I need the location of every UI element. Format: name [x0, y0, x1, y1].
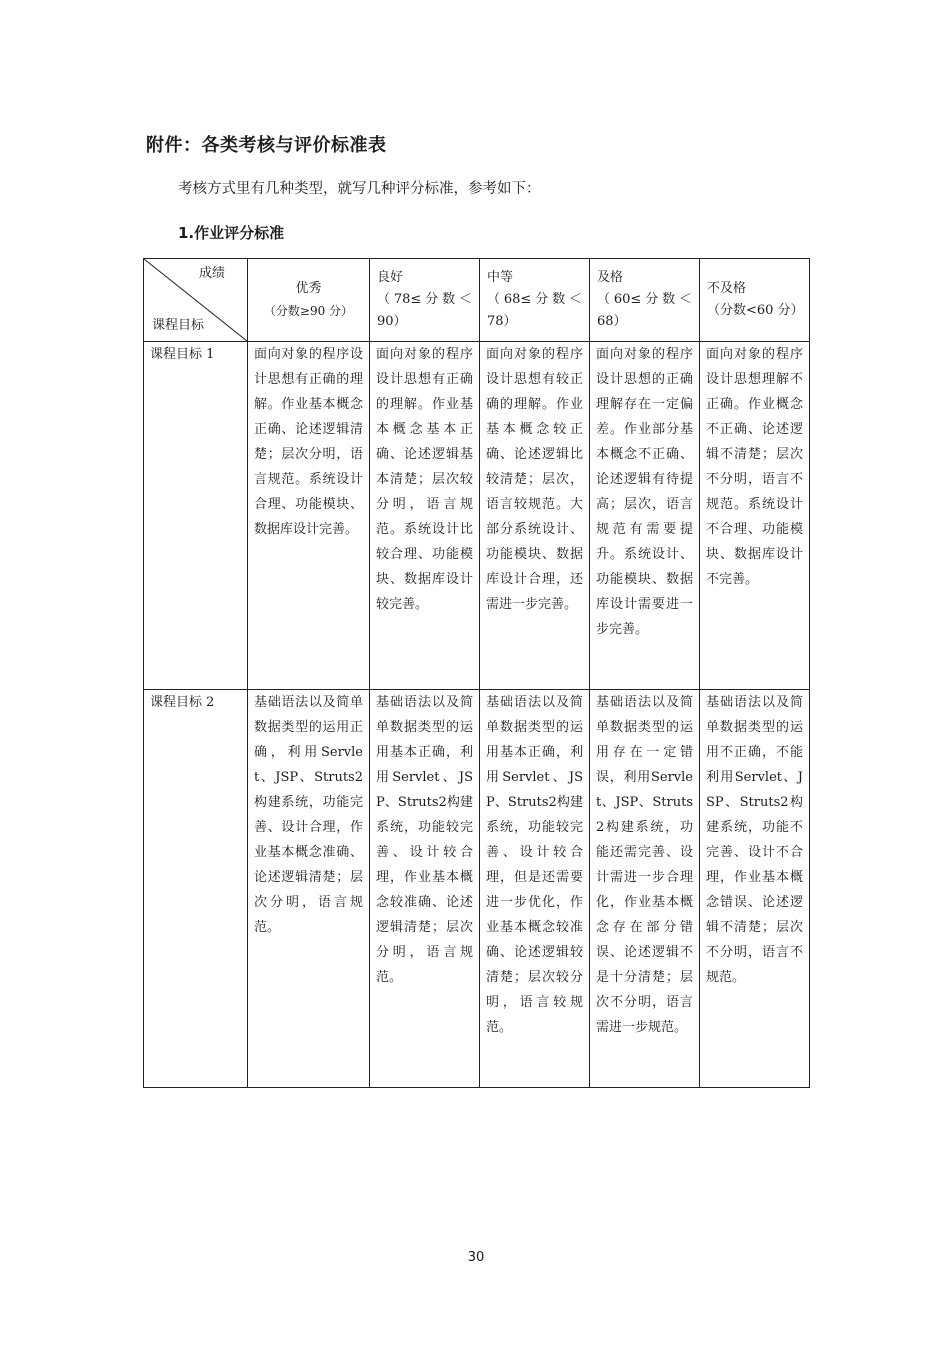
column-header-range: （60≤分数＜ — [597, 292, 692, 307]
table-row-objective-1 — [144, 342, 810, 690]
column-header-label: 良好 — [377, 270, 404, 285]
column-header-range: （78≤分数＜ — [377, 292, 472, 307]
criteria-cell-fail: 面向对象的程序设计思想理解不正确。作业概念不正确、论述逻辑不清楚；层次不分明，语言不规范。系统设计不合理、功能模块、数据库设计不完善。 — [700, 342, 810, 690]
criteria-cell-excellent: 面向对象的程序设计思想有正确的理解。作业基本概念正确、论述逻辑清楚；层次分明，语言规范。系统设计合理、功能模块、数据库设计完善。 — [248, 342, 370, 690]
column-header-medium — [480, 259, 590, 342]
grading-criteria-table — [143, 258, 810, 1088]
column-header-pass — [590, 259, 700, 342]
criteria-cell-excellent: 基础语法以及简单数据类型的运用正确，利用Servlet、JSP、Struts2构建系统，功能完善、设计合理，作业基本概念准确、论述逻辑清楚；层次分明，语言规范。 — [248, 690, 370, 1088]
column-header-label: 不及格 — [707, 281, 747, 296]
column-header-range: （68≤分数＜ — [487, 292, 582, 307]
column-header-excellent — [248, 259, 370, 342]
column-header-label: 优秀 — [295, 280, 322, 296]
table-row-objective-2 — [144, 690, 810, 1088]
page-number: 30 — [467, 1250, 485, 1265]
corner-label-grade: 成绩 — [198, 266, 225, 281]
criteria-cell-fail: 基础语法以及简单数据类型的运用不正确，不能利用Servlet、JSP、Struts2构建系统，功能不完善、设计不合理，作业基本概念错误、论述逻辑不清楚；层次不分明，语言不规范。 — [700, 690, 810, 1088]
row-label: 课程目标 1 — [144, 342, 248, 690]
criteria-cell-pass: 基础语法以及简单数据类型的运用存在一定错误，利用Servlet、JSP、Struts2构建系统，功能还需完善、设计需进一步合理化，作业基本概念存在部分错误、论述逻辑不是十分清楚；层次不分明，语言需进一步规范。 — [590, 690, 700, 1088]
row-label: 课程目标 2 — [144, 690, 248, 1088]
column-header-fail — [700, 259, 810, 342]
table-header-row — [144, 259, 810, 342]
column-header-range-end: 78） — [487, 314, 517, 329]
criteria-cell-pass: 面向对象的程序设计思想的正确理解存在一定偏差。作业部分基本概念不正确、论述逻辑有待提高；层次，语言规范有需要提升。系统设计、功能模块、数据库设计需要进一步完善。 — [590, 342, 700, 690]
criteria-cell-medium: 面向对象的程序设计思想有较正确的理解。作业基本概念较正确、论述逻辑比较清楚；层次，语言较规范。大部分系统设计、功能模块、数据库设计合理，还需进一步完善。 — [480, 342, 590, 690]
criteria-cell-medium: 基础语法以及简单数据类型的运用基本正确，利用Servlet、JSP、Struts2构建系统，功能较完善、设计较合理，但是还需要进一步优化，作业基本概念较准确、论述逻辑较清楚；层次较分明，语言较规范。 — [480, 690, 590, 1088]
column-header-range-end: 90） — [377, 314, 407, 329]
column-header-range-end: 68） — [597, 314, 627, 329]
criteria-cell-good: 基础语法以及简单数据类型的运用基本正确，利用Servlet、JSP、Struts2构建系统，功能较完善、设计较合理，作业基本概念较准确、论述逻辑清楚；层次分明，语言规范。 — [370, 690, 480, 1088]
section-title: 1.作业评分标准 — [178, 224, 285, 242]
column-header-label: 中等 — [487, 270, 514, 285]
column-header-range: （分数<60 分） — [707, 303, 804, 318]
intro-paragraph: 考核方式里有几种类型，就写几种评分标准，参考如下： — [178, 181, 541, 197]
corner-label-objective: 课程目标 — [152, 318, 205, 333]
column-header-range: （分数≥90 分） — [263, 303, 354, 318]
column-header-good — [370, 259, 480, 342]
diagonal-corner-header — [144, 259, 248, 342]
criteria-cell-good: 面向对象的程序设计思想有正确的理解。作业基本概念基本正确、论述逻辑基本清楚；层次较分明，语言规范。系统设计比较合理、功能模块、数据库设计较完善。 — [370, 342, 480, 690]
column-header-label: 及格 — [597, 270, 624, 285]
page-heading: 附件：各类考核与评价标准表 — [146, 135, 387, 156]
